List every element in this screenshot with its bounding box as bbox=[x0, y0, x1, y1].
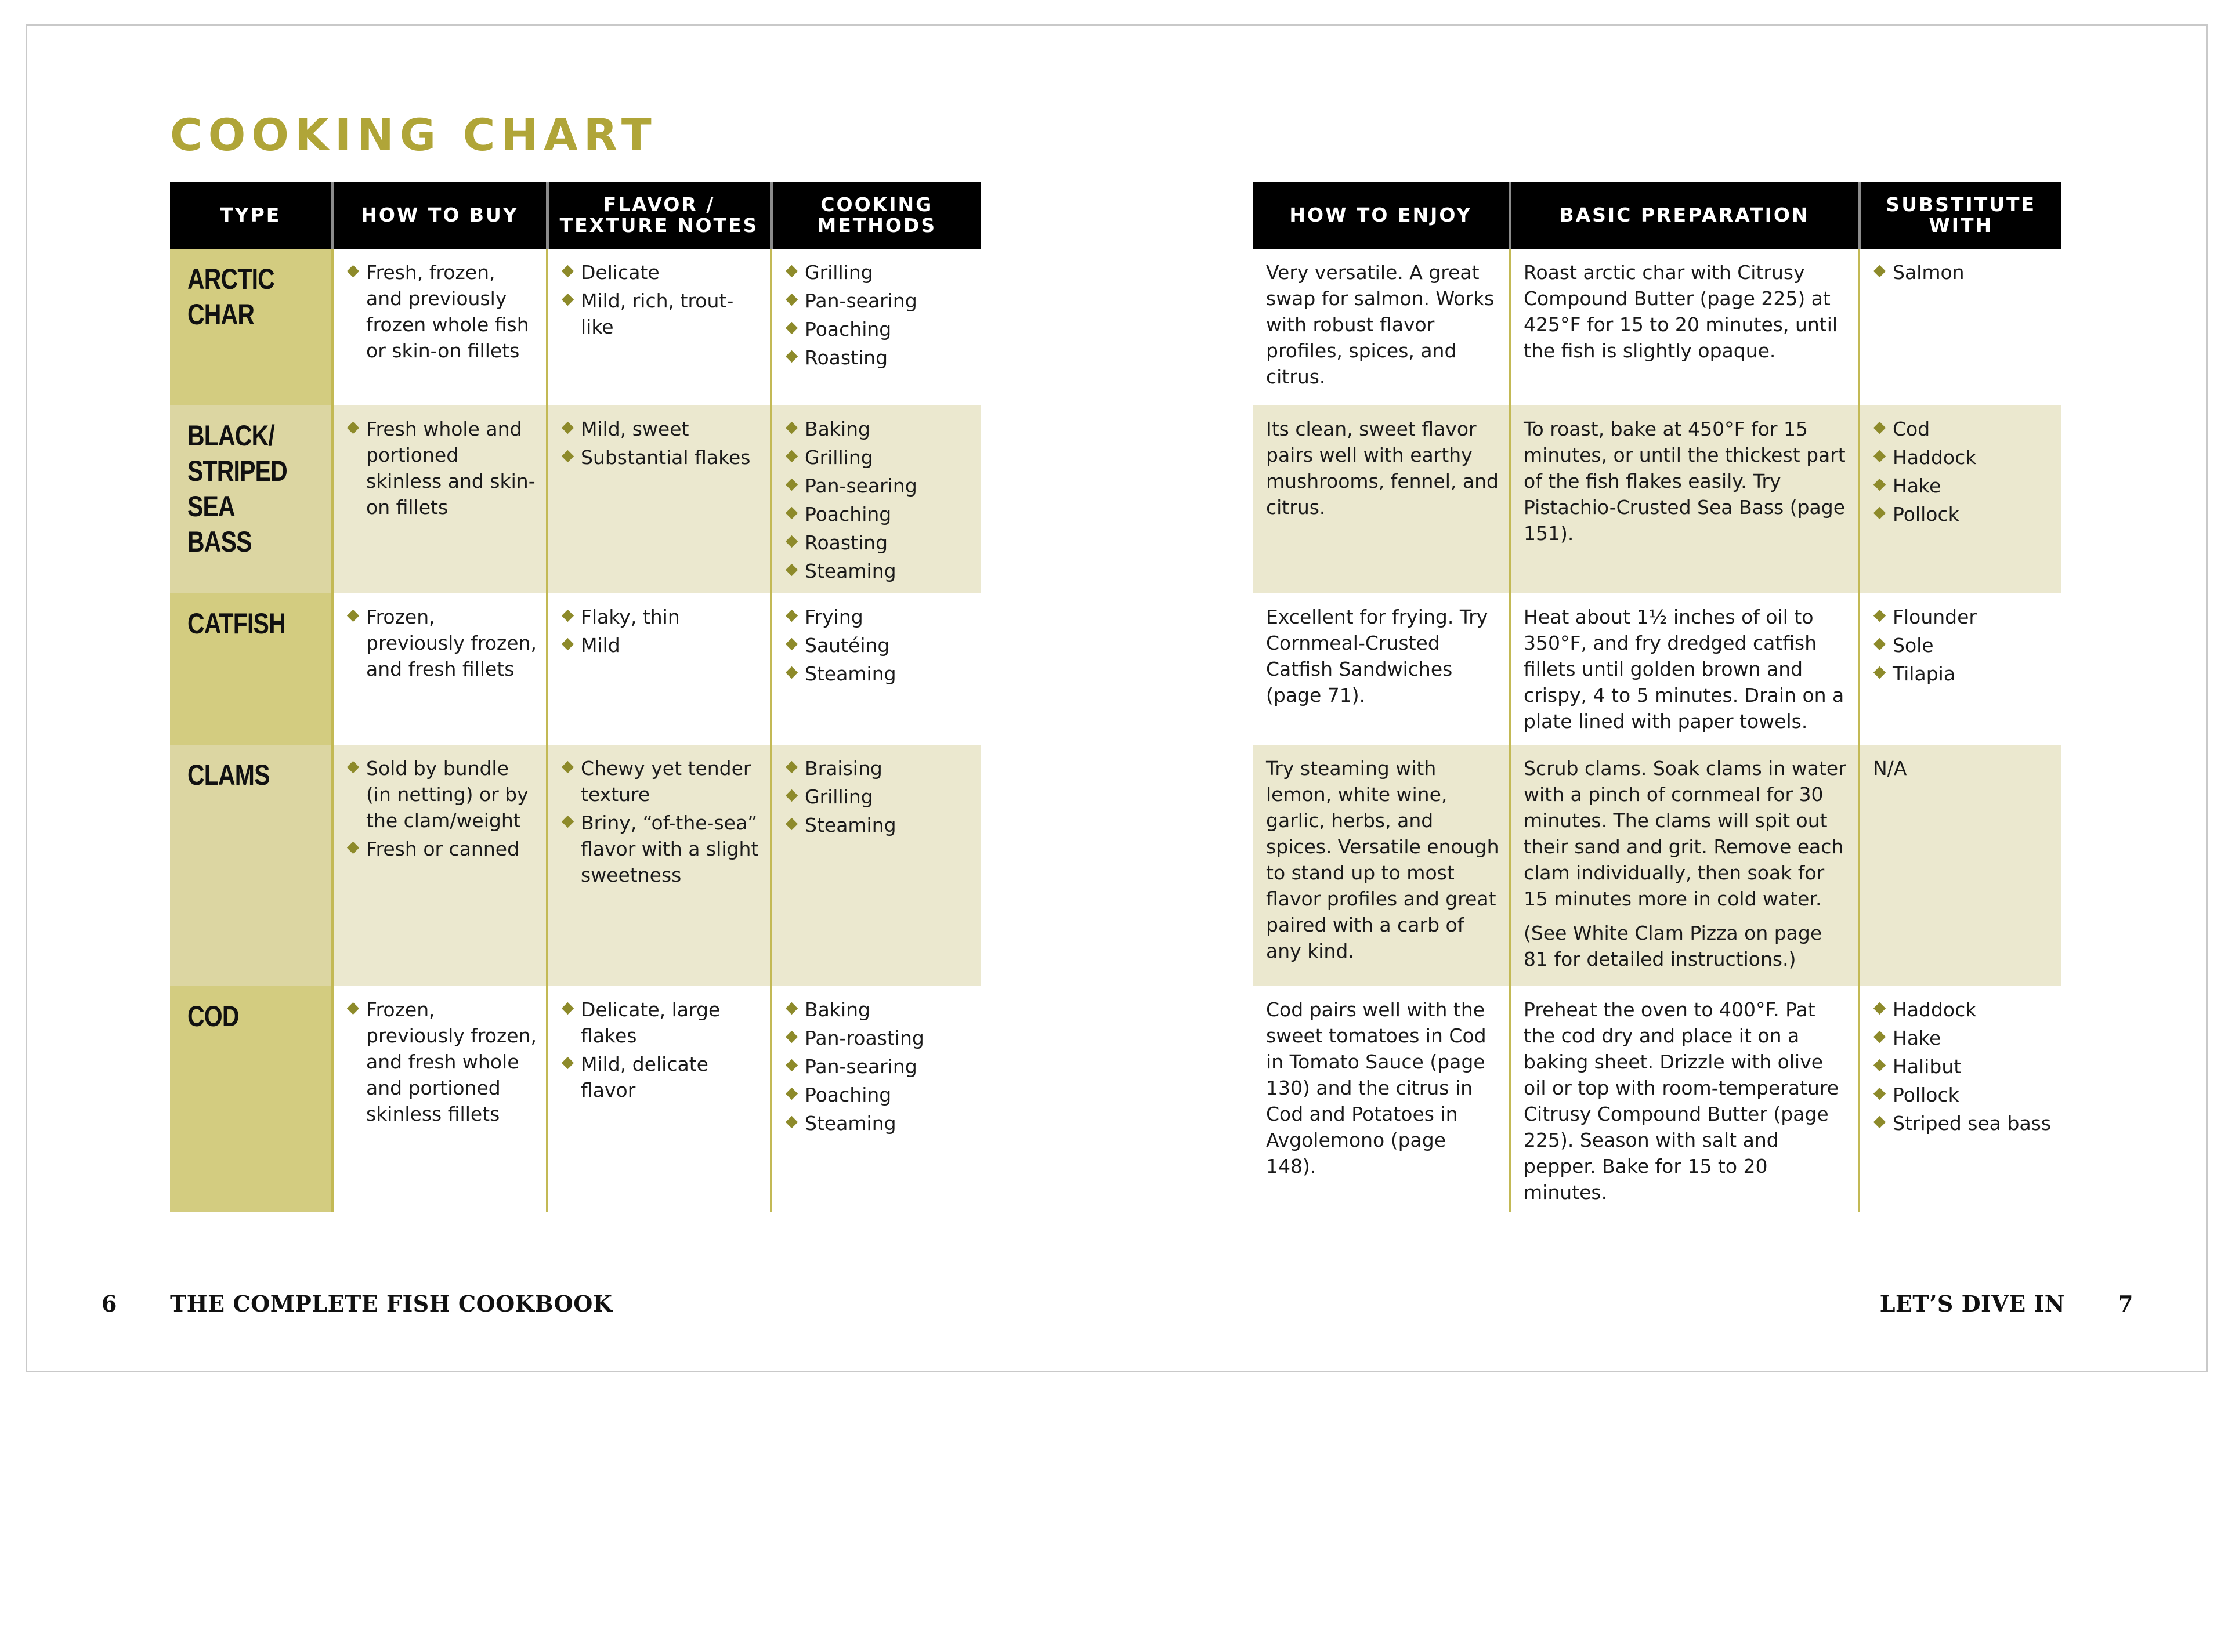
substitute-cell bbox=[1859, 745, 2061, 986]
substitute-list bbox=[1873, 997, 2052, 1136]
bullet-text: Sautéing bbox=[805, 634, 890, 657]
bullet-item bbox=[1873, 632, 2052, 658]
how-to-buy-cell bbox=[332, 249, 547, 405]
bullet-item bbox=[785, 661, 972, 687]
flavor-cell bbox=[547, 593, 771, 745]
how-to-buy-cell bbox=[332, 745, 547, 986]
substitute-cell bbox=[1859, 249, 2061, 405]
diamond-bullet-icon bbox=[562, 1057, 574, 1069]
diamond-bullet-icon bbox=[786, 564, 798, 576]
bullet-text: Hake bbox=[1893, 474, 1941, 497]
bullet-item bbox=[785, 812, 972, 838]
diamond-bullet-icon bbox=[347, 610, 359, 622]
header-how-to-enjoy: HOW TO ENJOY bbox=[1253, 182, 1510, 249]
preparation-text: To roast, bake at 450°F for 15 minutes, or until the thickest part of the fish flakes easily. Try Pistachio-Crusted Sea Bass (page 151). bbox=[1524, 418, 1846, 545]
bullet-item bbox=[1873, 416, 2052, 442]
flavor-list bbox=[561, 604, 761, 658]
how-to-enjoy-cell bbox=[1253, 986, 1510, 1212]
bullet-item bbox=[785, 1082, 972, 1108]
bullet-text: Haddock bbox=[1893, 446, 1977, 469]
fish-type-cell bbox=[170, 249, 332, 405]
header-substitute-with: SUBSTITUTE WITH bbox=[1859, 182, 2061, 249]
bullet-item bbox=[785, 316, 972, 342]
bullet-text: Chewy yet tender texture bbox=[581, 757, 751, 806]
bullet-text: Flaky, thin bbox=[581, 606, 680, 628]
bullet-text: Substantial flakes bbox=[581, 446, 751, 469]
diamond-bullet-icon bbox=[562, 610, 574, 622]
table-row bbox=[1253, 405, 2061, 593]
bullet-item bbox=[1873, 1025, 2052, 1051]
diamond-bullet-icon bbox=[1873, 479, 1886, 491]
header-how-to-buy: HOW TO BUY bbox=[332, 182, 547, 249]
table-row bbox=[1253, 745, 2061, 986]
how-to-buy-cell bbox=[332, 593, 547, 745]
diamond-bullet-icon bbox=[786, 638, 798, 650]
bullet-item bbox=[1873, 1053, 2052, 1079]
cooking-chart-right-table bbox=[1253, 182, 2061, 1212]
diamond-bullet-icon bbox=[562, 294, 574, 306]
page-title: COOKING CHART bbox=[170, 109, 657, 161]
bullet-item bbox=[561, 416, 761, 442]
how-to-enjoy-cell bbox=[1253, 745, 1510, 986]
substitute-text: N/A bbox=[1873, 757, 1907, 780]
diamond-bullet-icon bbox=[786, 818, 798, 830]
bullet-item bbox=[785, 755, 972, 781]
how-to-buy-cell bbox=[332, 405, 547, 593]
substitute-list bbox=[1873, 416, 2052, 527]
diamond-bullet-icon bbox=[1873, 265, 1886, 277]
how-to-buy-list bbox=[346, 997, 537, 1127]
substitute-cell bbox=[1859, 593, 2061, 745]
bullet-text: Mild, rich, trout-like bbox=[581, 289, 734, 338]
how-to-enjoy-cell bbox=[1253, 249, 1510, 405]
preparation-text: Roast arctic char with Citrusy Compound Butter (page 225) at 425°F for 15 to 20 minutes, until the fish is slightly opaque. bbox=[1524, 261, 1838, 362]
bullet-text: Fresh or canned bbox=[366, 838, 520, 860]
diamond-bullet-icon bbox=[562, 816, 574, 828]
diamond-bullet-icon bbox=[786, 294, 798, 306]
bullet-text: Pan-searing bbox=[805, 1055, 917, 1078]
bullet-item bbox=[1873, 997, 2052, 1023]
bullet-item bbox=[1873, 444, 2052, 470]
table-row bbox=[1253, 986, 2061, 1212]
bullet-text: Tilapia bbox=[1893, 662, 1956, 685]
flavor-list bbox=[561, 997, 761, 1103]
diamond-bullet-icon bbox=[786, 1088, 798, 1100]
basic-preparation-cell bbox=[1510, 405, 1859, 593]
bullet-text: Briny, “of-the-sea” flavor with a slight sweetness bbox=[581, 811, 759, 886]
fish-type-cell bbox=[170, 986, 332, 1212]
preparation-text: Scrub clams. Soak clams in water with a pinch of cornmeal for 30 minutes. The clams will spit out their sand and grit. Remove each clam individually, then soak for 15 minutes more in cold water. bbox=[1524, 757, 1846, 910]
diamond-bullet-icon bbox=[562, 422, 574, 434]
bullet-text: Poaching bbox=[805, 318, 892, 340]
bullet-item bbox=[785, 345, 972, 371]
bullet-item bbox=[785, 288, 972, 314]
diamond-bullet-icon bbox=[786, 265, 798, 277]
how-to-buy-list bbox=[346, 416, 537, 520]
basic-preparation-cell bbox=[1510, 593, 1859, 745]
bullet-text: Sold by bundle (in netting) or by the clam/weight bbox=[366, 757, 529, 832]
cooking-methods-cell bbox=[771, 986, 981, 1212]
diamond-bullet-icon bbox=[786, 1116, 798, 1128]
diamond-bullet-icon bbox=[786, 666, 798, 679]
substitute-cell bbox=[1859, 986, 2061, 1212]
bullet-text: Fresh, frozen, and previously frozen whole fish or skin-on fillets bbox=[366, 261, 529, 362]
bullet-text: Cod bbox=[1893, 418, 1930, 440]
bullet-item bbox=[561, 632, 761, 658]
bullet-item bbox=[785, 604, 972, 630]
table-row bbox=[170, 249, 981, 405]
how-to-buy-list bbox=[346, 259, 537, 364]
fish-type-name: ARCTIC CHAR bbox=[187, 263, 274, 331]
diamond-bullet-icon bbox=[786, 789, 798, 802]
diamond-bullet-icon bbox=[786, 761, 798, 773]
how-to-enjoy-cell bbox=[1253, 593, 1510, 745]
bullet-item bbox=[561, 997, 761, 1049]
how-to-enjoy-text: Try steaming with lemon, white wine, garlic, herbs, and spices. Versatile enough to stand up to most flavor profiles and great paired with a carb of any kind. bbox=[1266, 757, 1499, 962]
bullet-item bbox=[346, 997, 537, 1127]
diamond-bullet-icon bbox=[347, 1002, 359, 1015]
diamond-bullet-icon bbox=[347, 422, 359, 434]
diamond-bullet-icon bbox=[786, 422, 798, 434]
bullet-item bbox=[1873, 473, 2052, 499]
cooking-methods-list bbox=[785, 755, 972, 838]
basic-preparation-cell bbox=[1510, 249, 1859, 405]
table-row bbox=[1253, 593, 2061, 745]
bullet-text: Frozen, previously frozen, and fresh fillets bbox=[366, 606, 537, 680]
bullet-text: Grilling bbox=[805, 446, 873, 469]
bullet-item bbox=[1873, 661, 2052, 687]
bullet-item bbox=[785, 501, 972, 527]
flavor-cell bbox=[547, 249, 771, 405]
diamond-bullet-icon bbox=[562, 265, 574, 277]
bullet-text: Steaming bbox=[805, 560, 896, 582]
how-to-enjoy-text: Very versatile. A great swap for salmon. Works with robust flavor profiles, spices, and citrus. bbox=[1266, 261, 1495, 388]
how-to-buy-list bbox=[346, 604, 537, 682]
how-to-enjoy-text: Excellent for frying. Try Cornmeal-Crusted Catfish Sandwiches (page 71). bbox=[1266, 606, 1488, 707]
cooking-methods-cell bbox=[771, 593, 981, 745]
bullet-item bbox=[1873, 604, 2052, 630]
diamond-bullet-icon bbox=[1873, 507, 1886, 519]
bullet-item bbox=[785, 784, 972, 810]
diamond-bullet-icon bbox=[1873, 1031, 1886, 1043]
flavor-cell bbox=[547, 405, 771, 593]
how-to-enjoy-cell bbox=[1253, 405, 1510, 593]
bullet-item bbox=[785, 1053, 972, 1079]
bullet-item bbox=[785, 558, 972, 584]
bullet-text: Baking bbox=[805, 998, 871, 1021]
bullet-text: Grilling bbox=[805, 785, 873, 808]
diamond-bullet-icon bbox=[786, 1031, 798, 1043]
bullet-text: Mild, sweet bbox=[581, 418, 689, 440]
bullet-text: Delicate bbox=[581, 261, 660, 284]
diamond-bullet-icon bbox=[786, 507, 798, 519]
preparation-text: Heat about 1½ inches of oil to 350°F, and fry dredged catfish fillets until golden brown and crispy, 4 to 5 minutes. Drain on a plate lined with paper towels. bbox=[1524, 606, 1844, 733]
diamond-bullet-icon bbox=[786, 350, 798, 363]
substitute-list bbox=[1873, 604, 2052, 687]
preparation-text: Preheat the oven to 400°F. Pat the cod dry and place it on a baking sheet. Drizzle with olive oil or top with room-temperature Citrusy Compound Butter (page 225). Season with salt and pepper. Bake for 15 to 20 minutes. bbox=[1524, 998, 1839, 1204]
table-row bbox=[170, 986, 981, 1212]
bullet-text: Striped sea bass bbox=[1893, 1112, 2052, 1135]
substitute-list bbox=[1873, 259, 2052, 285]
basic-preparation-cell bbox=[1510, 986, 1859, 1212]
diamond-bullet-icon bbox=[786, 1002, 798, 1015]
bullet-item bbox=[785, 530, 972, 556]
section-title: LET’S DIVE IN bbox=[1879, 1291, 2065, 1317]
diamond-bullet-icon bbox=[1873, 1002, 1886, 1015]
diamond-bullet-icon bbox=[1873, 666, 1886, 679]
bullet-text: Steaming bbox=[805, 662, 896, 685]
bullet-item bbox=[561, 755, 761, 807]
diamond-bullet-icon bbox=[786, 535, 798, 548]
bullet-item bbox=[561, 444, 761, 470]
bullet-item bbox=[346, 604, 537, 682]
left-header-row bbox=[170, 182, 981, 249]
bullet-item bbox=[785, 997, 972, 1023]
flavor-cell bbox=[547, 986, 771, 1212]
header-cooking-methods: COOKING METHODS bbox=[771, 182, 981, 249]
bullet-text: Pan-searing bbox=[805, 289, 917, 312]
bullet-text: Pollock bbox=[1893, 1084, 1959, 1106]
bullet-item bbox=[346, 259, 537, 364]
bullet-text: Braising bbox=[805, 757, 882, 780]
diamond-bullet-icon bbox=[562, 450, 574, 462]
header-flavor-texture: FLAVOR / TEXTURE NOTES bbox=[547, 182, 771, 249]
how-to-enjoy-text: Its clean, sweet flavor pairs well with earthy mushrooms, fennel, and citrus. bbox=[1266, 418, 1499, 519]
bullet-text: Frying bbox=[805, 606, 863, 628]
left-page-number: 6 bbox=[102, 1291, 117, 1317]
diamond-bullet-icon bbox=[562, 761, 574, 773]
bullet-text: Grilling bbox=[805, 261, 873, 284]
bullet-item bbox=[785, 1025, 972, 1051]
diamond-bullet-icon bbox=[786, 450, 798, 462]
bullet-text: Steaming bbox=[805, 1112, 896, 1135]
bullet-text: Baking bbox=[805, 418, 871, 440]
fish-type-cell bbox=[170, 593, 332, 745]
table-row bbox=[1253, 249, 2061, 405]
bullet-text: Steaming bbox=[805, 814, 896, 836]
bullet-item bbox=[785, 473, 972, 499]
diamond-bullet-icon bbox=[786, 1059, 798, 1071]
bullet-item bbox=[561, 259, 761, 285]
how-to-enjoy-text: Cod pairs well with the sweet tomatoes in Cod in Tomato Sauce (page 130) and the citrus in Cod and Potatoes in Avgolemono (page 148). bbox=[1266, 998, 1486, 1178]
cooking-chart-left-table bbox=[170, 182, 981, 1212]
diamond-bullet-icon bbox=[786, 610, 798, 622]
fish-type-name: CLAMS bbox=[187, 759, 270, 791]
cooking-methods-list bbox=[785, 604, 972, 687]
bullet-text: Poaching bbox=[805, 503, 892, 526]
bullet-text: Mild, delicate flavor bbox=[581, 1053, 708, 1102]
bullet-text: Hake bbox=[1893, 1027, 1941, 1049]
diamond-bullet-icon bbox=[1873, 638, 1886, 650]
diamond-bullet-icon bbox=[1873, 422, 1886, 434]
bullet-text: Mild bbox=[581, 634, 620, 657]
fish-type-name: CATFISH bbox=[187, 607, 285, 640]
cooking-methods-cell bbox=[771, 405, 981, 593]
cooking-methods-list bbox=[785, 259, 972, 371]
bullet-text: Roasting bbox=[805, 346, 888, 369]
flavor-list bbox=[561, 416, 761, 470]
diamond-bullet-icon bbox=[1873, 610, 1886, 622]
diamond-bullet-icon bbox=[562, 638, 574, 650]
bullet-item bbox=[561, 604, 761, 630]
bullet-text: Pan-searing bbox=[805, 474, 917, 497]
bullet-text: Frozen, previously frozen, and fresh whole and portioned skinless fillets bbox=[366, 998, 537, 1125]
bullet-item bbox=[785, 632, 972, 658]
bullet-text: Delicate, large flakes bbox=[581, 998, 721, 1047]
table-row bbox=[170, 593, 981, 745]
bullet-text: Haddock bbox=[1893, 998, 1977, 1021]
diamond-bullet-icon bbox=[1873, 450, 1886, 462]
diamond-bullet-icon bbox=[786, 322, 798, 334]
bullet-text: Roasting bbox=[805, 531, 888, 554]
book-title: THE COMPLETE FISH COOKBOOK bbox=[170, 1291, 613, 1317]
bullet-item bbox=[346, 416, 537, 520]
header-type: TYPE bbox=[170, 182, 332, 249]
header-basic-preparation: BASIC PREPARATION bbox=[1510, 182, 1859, 249]
bullet-item bbox=[785, 416, 972, 442]
bullet-item bbox=[785, 1110, 972, 1136]
bullet-item bbox=[561, 810, 761, 888]
bullet-item bbox=[346, 755, 537, 834]
flavor-list bbox=[561, 755, 761, 888]
how-to-buy-cell bbox=[332, 986, 547, 1212]
diamond-bullet-icon bbox=[347, 842, 359, 854]
bullet-item bbox=[1873, 259, 2052, 285]
bullet-item bbox=[561, 1051, 761, 1103]
diamond-bullet-icon bbox=[347, 761, 359, 773]
diamond-bullet-icon bbox=[1873, 1088, 1886, 1100]
bullet-item bbox=[1873, 501, 2052, 527]
basic-preparation-cell bbox=[1510, 745, 1859, 986]
fish-type-name: BLACK/ STRIPED SEA BASS bbox=[187, 419, 287, 558]
bullet-text: Poaching bbox=[805, 1084, 892, 1106]
bullet-item bbox=[1873, 1082, 2052, 1108]
table-row bbox=[170, 745, 981, 986]
preparation-text: (See White Clam Pizza on page 81 for detailed instructions.) bbox=[1524, 922, 1822, 970]
fish-type-cell bbox=[170, 745, 332, 986]
bullet-item bbox=[346, 836, 537, 862]
fish-type-cell bbox=[170, 405, 332, 593]
cooking-methods-cell bbox=[771, 249, 981, 405]
bullet-text: Fresh whole and portioned skinless and skin-on fillets bbox=[366, 418, 536, 519]
bullet-text: Sole bbox=[1893, 634, 1934, 657]
flavor-cell bbox=[547, 745, 771, 986]
bullet-text: Flounder bbox=[1893, 606, 1977, 628]
bullet-text: Halibut bbox=[1893, 1055, 1962, 1078]
bullet-item bbox=[785, 444, 972, 470]
bullet-text: Pan-roasting bbox=[805, 1027, 924, 1049]
right-page-number: 7 bbox=[2118, 1291, 2133, 1317]
bullet-item bbox=[1873, 1110, 2052, 1136]
bullet-item bbox=[561, 288, 761, 340]
cooking-methods-list bbox=[785, 416, 972, 584]
diamond-bullet-icon bbox=[786, 479, 798, 491]
diamond-bullet-icon bbox=[347, 265, 359, 277]
diamond-bullet-icon bbox=[562, 1002, 574, 1015]
bullet-text: Pollock bbox=[1893, 503, 1959, 526]
cooking-methods-list bbox=[785, 997, 972, 1136]
flavor-list bbox=[561, 259, 761, 340]
how-to-buy-list bbox=[346, 755, 537, 862]
substitute-cell bbox=[1859, 405, 2061, 593]
fish-type-name: COD bbox=[187, 1000, 239, 1032]
bullet-text: Salmon bbox=[1893, 261, 1965, 284]
bullet-item bbox=[785, 259, 972, 285]
diamond-bullet-icon bbox=[1873, 1116, 1886, 1128]
cooking-methods-cell bbox=[771, 745, 981, 986]
diamond-bullet-icon bbox=[1873, 1059, 1886, 1071]
table-row bbox=[170, 405, 981, 593]
right-header-row bbox=[1253, 182, 2061, 249]
